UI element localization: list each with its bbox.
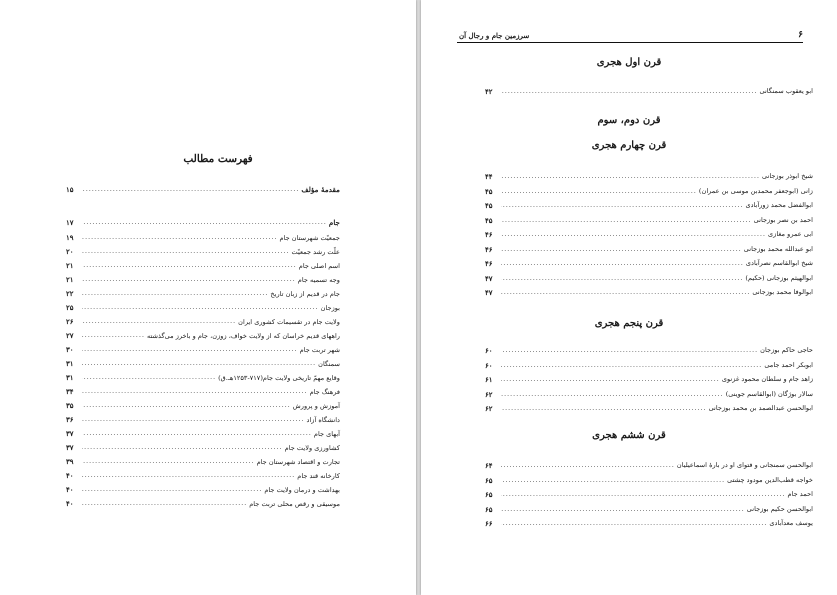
toc-entry: جام ..... ۱۷ <box>66 219 340 226</box>
toc-entry: شیخ ابوالقاسم نصرآبادی ..... ۴۶ <box>485 260 813 267</box>
toc-list <box>485 462 813 527</box>
toc-entry: ولایت جام در تقسیمات کشوری ایران ..... ۲۶ <box>66 318 340 325</box>
toc-entry: جام در قدیم از زبان تاریخ ..... ۲۲ <box>66 290 340 297</box>
toc-entry: ابوالحسن حکیم بوزجانی ..... ۶۵ <box>485 506 813 513</box>
toc-entry: وقایع مهمّ تاریخی ولایت جام(۷۱۷-۱۲۵۳هـ.ق) ..... ۳۱ <box>66 374 340 381</box>
toc-entry: یوسف معدآبادی ..... ۶۶ <box>485 520 813 527</box>
toc-entry: بهداشت و درمان ولایت جام ..... ۴۰ <box>66 486 340 493</box>
section-heading: قرن پنجم هجری <box>594 318 664 329</box>
toc-entry: سالار بوژگان (ابوالقاسم جوینی) ..... ۶۲ <box>485 391 813 398</box>
toc-list <box>66 186 340 507</box>
toc-entry: ابو عبدالله محمد بوزجانی ..... ۴۶ <box>485 246 813 253</box>
toc-entry: تجارت و اقتصاد شهرستان جام ..... ۳۹ <box>66 458 340 465</box>
toc-entry: زاهد جام و سلطان محمود غزنوی ..... ۶۱ <box>485 376 813 383</box>
toc-entry: وجه تسمیه جام ..... ۲۱ <box>66 276 340 283</box>
toc-entry: راههای قدیم خراسان که از ولایت خواف، زوزن، جام و باخرز می‌گذشته ..... ۲۷ <box>66 332 340 339</box>
toc-entry: کشاورزی ولایت جام ..... ۳۷ <box>66 444 340 451</box>
toc-entry: جمعیّت شهرستان جام ..... ۱۹ <box>66 234 340 241</box>
page-number: ۶ <box>798 30 803 40</box>
toc-list <box>485 347 813 412</box>
toc-entry: فرهنگ جام ..... ۳۴ <box>66 388 340 395</box>
toc-entry: ابوالفضل محمد زورآبادی ..... ۴۵ <box>485 202 813 209</box>
section-heading: قرن چهارم هجری <box>591 140 667 151</box>
section-heading: قرن دوم، سوم <box>597 115 661 126</box>
toc-entry: سمنگان ..... ۳۱ <box>66 360 340 367</box>
toc-entry: شهر تربت جام ..... ۳۰ <box>66 346 340 353</box>
toc-entry: خواجه قطب‌الدین مودود چشتی ..... ۶۵ <box>485 477 813 484</box>
toc-entry: زانی (ابوجعفر محمدبن موسی بن عمران) ..... ۴۵ <box>485 188 813 195</box>
toc-entry: ابوالحسن عبدالصمد بن محمد بوزجانی ..... ۶۲ <box>485 405 813 412</box>
toc-entry: احمد جام ..... ۶۵ <box>485 491 813 498</box>
toc-entry: ابوالوفا محمد بوزجانی ..... ۴۷ <box>485 289 813 296</box>
right-page <box>421 0 837 595</box>
toc-title: فهرست مطالب <box>183 153 253 165</box>
toc-entry: ابوالحسن سمنجانی و فتوای او در بارهٔ اسماعیلیان ..... ۶۴ <box>485 462 813 469</box>
running-title: سرزمین جام و رجال آن <box>459 31 530 40</box>
toc-entry: شیخ ابوذر بوزجانی ..... ۴۴ <box>485 173 813 180</box>
running-header <box>457 30 803 43</box>
toc-entry: احمد بن نصر بوزجانی ..... ۴۵ <box>485 217 813 224</box>
toc-entry: موسیقی و رقص محلی تربت جام ..... ۴۰ <box>66 500 340 507</box>
toc-entry: دانشگاه آزاد ..... ۳۶ <box>66 416 340 423</box>
toc-entry: بوزجان ..... ۲۵ <box>66 304 340 311</box>
toc-entry: آبهای جام ..... ۳۷ <box>66 430 340 437</box>
toc-entry: کارخانه قند جام ..... ۴۰ <box>66 472 340 479</box>
toc-entry: آموزش و پرورش ..... ۳۵ <box>66 402 340 409</box>
section-heading: قرن ششم هجری <box>592 430 666 441</box>
toc-entry: مقدمهٔ مؤلف ..... ۱۵ <box>66 186 340 193</box>
section-heading: قرن اول هجری <box>596 57 662 68</box>
toc-entry: حاجی حاکم بوزجان ..... ۶۰ <box>485 347 813 354</box>
toc-entry: ابو یعقوب سمنگانی ..... ۴۲ <box>485 88 813 95</box>
toc-list <box>485 88 813 95</box>
toc-entry: ابی عمرو مغازی ..... ۴۶ <box>485 231 813 238</box>
toc-entry: ابوبکر احمد جامی ..... ۶۰ <box>485 362 813 369</box>
toc-list <box>485 173 813 296</box>
toc-entry: علّت رشد جمعیّت ..... ۲۰ <box>66 248 340 255</box>
left-page <box>0 0 416 595</box>
toc-entry: اسم اصلی جام ..... ۲۱ <box>66 262 340 269</box>
toc-entry: ابوالهیثم بوزجانی (حکیم) ..... ۴۷ <box>485 275 813 282</box>
